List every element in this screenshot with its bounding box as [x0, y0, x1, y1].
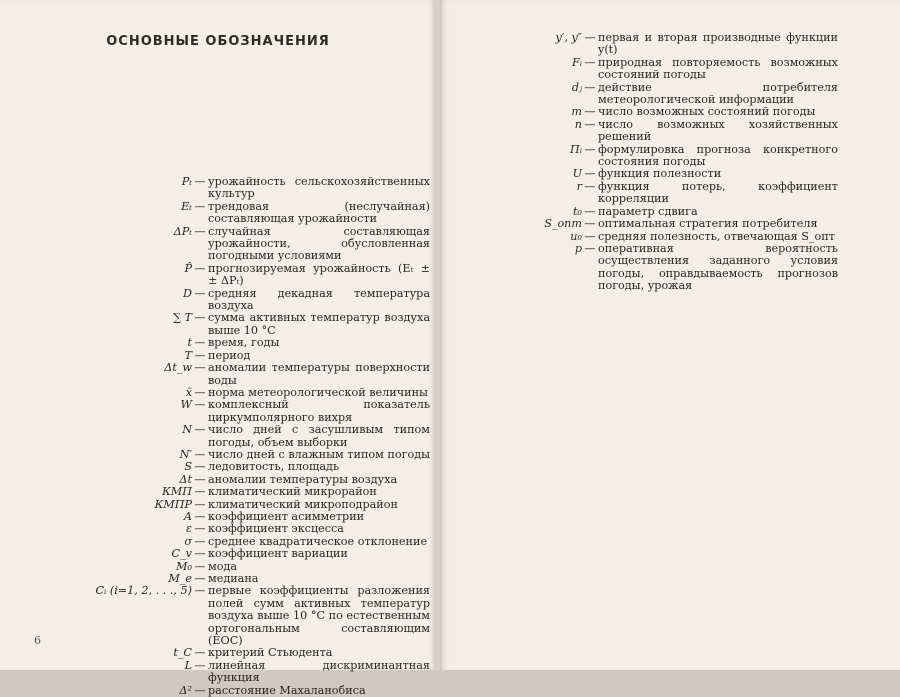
notation-definition: сумма активных температур воздуха выше 10 °С	[208, 311, 430, 337]
notation-list-left	[60, 176, 430, 697]
notation-symbol: Fᵢ	[571, 55, 582, 69]
notation-definition: период	[208, 348, 251, 362]
page-number: 6	[34, 634, 41, 647]
notation-entry	[478, 106, 848, 118]
notation-definition: функция потерь, коэффициент корреляции	[598, 179, 838, 206]
notation-entry	[478, 168, 848, 180]
notation-symbol: C_v	[171, 547, 192, 561]
notation-symbol: Пᵢ	[569, 142, 582, 156]
notation-definition: комплексный показатель циркумполярного вихря	[208, 398, 430, 424]
dash-separator: —	[194, 497, 206, 511]
notation-entry	[478, 57, 848, 82]
notation-symbol: y′, y″	[555, 31, 582, 44]
dash-separator: —	[584, 229, 596, 243]
notation-symbol: S	[184, 460, 192, 474]
dash-separator: —	[194, 509, 206, 523]
notation-definition: средняя декадная температура воздуха	[208, 286, 430, 313]
notation-definition: расстояние Махаланобиса	[208, 683, 366, 697]
notation-symbol: dⱼ	[571, 80, 582, 94]
notation-symbol: КМП	[162, 485, 192, 499]
notation-entry	[60, 399, 430, 424]
dash-separator: —	[194, 572, 206, 585]
notation-entry	[60, 337, 430, 349]
notation-symbol: Δt_w	[164, 361, 192, 375]
dash-separator: —	[584, 105, 596, 119]
dash-separator: —	[584, 55, 596, 69]
notation-definition: критерий Стьюдента	[208, 646, 333, 660]
notation-symbol: W	[180, 398, 192, 412]
notation-definition: аномалии температуры воздуха	[208, 472, 398, 486]
notation-definition: урожайность сельскохозяйственных культур	[208, 175, 430, 201]
notation-symbol: L	[184, 658, 192, 672]
notation-definition: норма метеорологической величины	[208, 385, 428, 399]
dash-separator: —	[194, 361, 206, 375]
dash-separator: —	[194, 559, 206, 573]
notation-entry	[60, 585, 430, 647]
dash-separator: —	[194, 447, 206, 461]
dash-separator: —	[194, 423, 206, 437]
notation-entry	[60, 461, 430, 473]
notation-symbol: t_С	[173, 646, 192, 660]
notation-entry	[60, 312, 430, 337]
dash-separator: —	[584, 217, 596, 231]
notation-entry	[60, 660, 430, 685]
notation-entry	[60, 288, 430, 313]
notation-definition: коэффициент асимметрии	[208, 509, 365, 523]
dash-separator: —	[194, 336, 206, 350]
notation-definition: случайная составляющая урожайности, обусловленная погодными условиями	[208, 224, 430, 263]
notation-symbol: u₀	[570, 229, 582, 243]
notation-entry	[478, 243, 848, 293]
dash-separator: —	[194, 175, 206, 188]
notation-definition: число возможных хозяйственных решений	[598, 117, 838, 144]
notation-symbol: t₀	[573, 204, 582, 218]
notation-symbol: Eₜ	[181, 199, 192, 213]
notation-symbol: D	[183, 286, 192, 300]
notation-definition: средняя полезность, отвечающая S_опт	[598, 229, 835, 243]
dash-separator: —	[194, 472, 206, 486]
notation-definition: число возможных состояний погоды	[598, 105, 816, 119]
notation-symbol: A	[183, 509, 192, 523]
notation-definition: первая и вторая производные функции y(t)	[598, 31, 838, 57]
notation-entry	[60, 424, 430, 449]
notation-symbol: ΔPₜ	[173, 224, 192, 238]
notation-definition: линейная дискриминантная функция	[208, 658, 430, 685]
notation-definition: мода	[208, 559, 237, 573]
notation-definition: медиана	[208, 572, 259, 585]
notation-entry	[60, 685, 430, 697]
notation-definition: действие потребителя метеорологической информации	[598, 80, 838, 107]
notation-symbol: Pₜ	[181, 175, 192, 188]
notation-entry	[60, 548, 430, 560]
notation-entry	[478, 82, 848, 107]
dash-separator: —	[194, 261, 206, 275]
notation-entry	[478, 218, 848, 230]
notation-definition: коэффициент вариации	[208, 547, 348, 561]
notation-symbol: ∑ T	[172, 311, 192, 325]
notation-symbol: x̄	[185, 385, 192, 399]
notation-entry	[478, 119, 848, 144]
dash-separator: —	[194, 398, 206, 412]
notation-definition: климатический микрорайон	[208, 485, 377, 499]
notation-symbol: ε	[185, 522, 192, 536]
dash-separator: —	[584, 167, 596, 181]
dash-separator: —	[194, 311, 206, 325]
notation-symbol: N	[182, 423, 192, 437]
dash-separator: —	[194, 485, 206, 499]
notation-definition: время, годы	[208, 336, 280, 350]
notation-entry	[60, 201, 430, 226]
notation-definition: число дней с влажным типом погоды	[208, 447, 430, 461]
dash-separator: —	[194, 224, 206, 238]
dash-separator: —	[194, 199, 206, 213]
dash-separator: —	[194, 286, 206, 300]
notation-definition: климатический микроподрайон	[208, 497, 398, 511]
dash-separator: —	[194, 522, 206, 536]
notation-list-right	[478, 32, 848, 293]
notation-symbol: U	[572, 167, 582, 181]
notation-entry	[60, 362, 430, 387]
notation-entry	[478, 144, 848, 169]
notation-symbol: T	[184, 348, 192, 362]
notation-definition: среднее квадратическое отклонение	[208, 534, 428, 548]
page-title: ОСНОВНЫЕ ОБОЗНАЧЕНИЯ	[106, 34, 330, 49]
notation-symbol: P̂	[184, 261, 192, 275]
notation-entry	[478, 181, 848, 206]
dash-separator: —	[194, 385, 206, 399]
notation-symbol: Δt	[179, 472, 192, 486]
notation-entry	[60, 176, 430, 201]
notation-definition: формулировка прогноза конкретного состояния погоды	[598, 142, 838, 169]
notation-symbol: r	[576, 179, 582, 193]
dash-separator: —	[194, 534, 206, 548]
dash-separator: —	[194, 658, 206, 672]
notation-definition: трендовая (неслучайная) составляющая урожайности	[208, 199, 430, 226]
notation-symbol: Cᵢ (i=1, 2, . . ., 5)	[95, 584, 192, 598]
notation-entry	[60, 263, 430, 288]
dash-separator: —	[194, 348, 206, 362]
dash-separator: —	[194, 584, 206, 598]
notation-definition: коэффициент эксцесса	[208, 522, 344, 536]
notation-symbol: n	[574, 117, 582, 131]
notation-symbol: m	[571, 105, 582, 119]
notation-symbol: N′	[179, 447, 192, 461]
notation-symbol: Δ²	[179, 683, 192, 697]
dash-separator: —	[584, 80, 596, 94]
notation-definition: ледовитость, площадь	[208, 460, 340, 474]
notation-definition: прогнозируемая урожайность (Eₜ ± ± ΔPₜ)	[208, 261, 430, 288]
notation-entry	[60, 226, 430, 263]
notation-definition: оптимальная стратегия потребителя	[598, 217, 818, 231]
dash-separator: —	[584, 31, 596, 44]
notation-entry	[60, 486, 430, 498]
notation-definition: оперативная вероятность осуществления заданного условия погоды, оправдываемость прогнозов погоды, урожая	[598, 241, 838, 293]
notation-definition: параметр сдвига	[598, 204, 698, 218]
dash-separator: —	[584, 204, 596, 218]
notation-entry	[60, 523, 430, 535]
notation-symbol: p	[574, 241, 582, 255]
dash-separator: —	[194, 646, 206, 660]
dash-separator: —	[194, 460, 206, 474]
notation-definition: природная повторяемость возможных состояний погоды	[598, 55, 838, 82]
notation-symbol: M₀	[176, 559, 192, 573]
dash-separator: —	[584, 179, 596, 193]
dash-separator: —	[194, 547, 206, 561]
notation-entry	[60, 647, 430, 659]
notation-definition: первые коэффициенты разложения полей сумм активных температур воздуха выше 10 °С по естественным ортогональным составляющим (ЕОС)	[208, 584, 430, 648]
notation-definition: аномалии температуры поверхности воды	[208, 361, 430, 387]
notation-symbol: КМПР	[154, 497, 192, 511]
dash-separator: —	[584, 142, 596, 156]
dash-separator: —	[584, 117, 596, 131]
notation-symbol: σ	[184, 534, 192, 548]
notation-symbol: S_опт	[544, 217, 582, 231]
notation-symbol: t	[187, 336, 192, 350]
notation-entry	[478, 32, 848, 57]
notation-definition: функция полезности	[598, 167, 722, 181]
notation-definition: число дней с засушливым типом погоды, объем выборки	[208, 423, 430, 449]
dash-separator: —	[584, 241, 596, 255]
notation-symbol: M_e	[168, 572, 192, 585]
dash-separator: —	[194, 683, 206, 697]
